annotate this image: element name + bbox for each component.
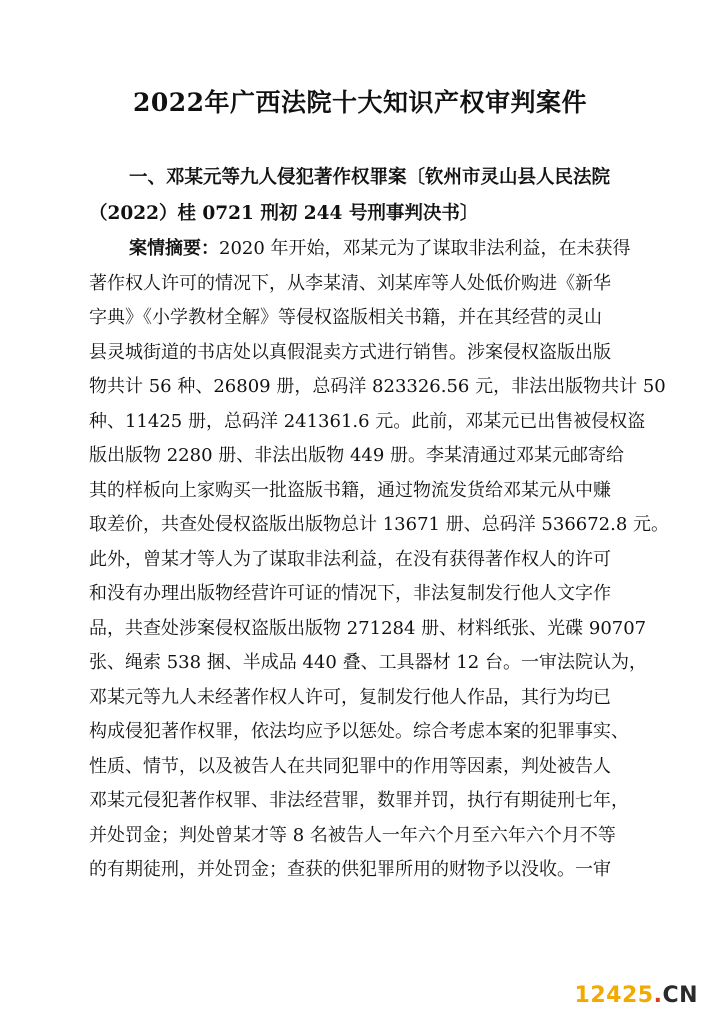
body-line: 种、11425 册，总码洋 241361.6 元。此前，邓某元已出售被侵权盗 bbox=[89, 410, 646, 432]
body-line: 邓某元侵犯著作权罪、非法经营罪，数罪并罚，执行有期徒刑七年， bbox=[89, 790, 629, 811]
body-line: 品，共查处涉案侵权盗版出版物 271284 册、材料纸张、光碟 90707 bbox=[89, 617, 647, 639]
body-line: 其的样板向上家购买一批盗版书籍，通过物流发货给邓某元从中赚 bbox=[89, 479, 611, 501]
body-line: 物共计 56 种、26809 册，总码洋 823326.56 元，非法出版物共计 50 bbox=[89, 376, 666, 397]
body-line: 并处罚金；判处曾某才等 8 名被告人一年六个月至六年六个月不等 bbox=[89, 824, 616, 846]
body-line: 构成侵犯著作权罪，依法均应予以惩处。综合考虑本案的犯罪事实、 bbox=[89, 721, 629, 742]
body-line: 著作权人许可的情况下，从李某清、刘某库等人处低价购进《新华 bbox=[89, 272, 611, 294]
case-summary bbox=[89, 232, 670, 888]
body-line: 版出版物 2280 册、非法出版物 449 册。李某清通过邓某元邮寄给 bbox=[89, 445, 625, 466]
watermark-dot: . bbox=[653, 983, 663, 1008]
document-title: 2022年广西法院十大知识产权审判案件 bbox=[132, 88, 588, 117]
body-line: 取差价，共查处侵权盗版出版物总计 13671 册、总码洋 536672.8 元。 bbox=[89, 514, 670, 535]
body-line: 和没有办理出版物经营许可证的情况下，非法复制发行他人文字作 bbox=[89, 583, 611, 604]
site-watermark bbox=[575, 983, 698, 1008]
body-line: 案情摘要：2020 年开始，邓某元为了谋取非法利益，在未获得 bbox=[129, 238, 631, 259]
body-line: 此外，曾某才等人为了谋取非法利益，在没有获得著作权人的许可 bbox=[89, 548, 611, 570]
section-heading bbox=[89, 160, 649, 232]
section-heading-line-2: （2022）桂 0721 刑初 244 号刑事判决书〕 bbox=[89, 203, 479, 224]
body-line: 县灵城街道的书店处以真假混卖方式进行销售。涉案侵权盗版出版 bbox=[89, 341, 611, 363]
body-line: 张、绳索 538 捆、半成品 440 叠、工具器材 12 台。一审法院认为， bbox=[89, 652, 647, 673]
watermark-suffix: CN bbox=[662, 983, 698, 1008]
section-heading-line-1: 一、邓某元等九人侵犯著作权罪案〔钦州市灵山县人民法院 bbox=[129, 167, 611, 188]
watermark-number: 12425 bbox=[574, 983, 654, 1008]
body-line: 的有期徒刑，并处罚金；查获的供犯罪所用的财物予以没收。一审 bbox=[89, 859, 611, 880]
body-line: 邓某元等九人未经著作权人许可，复制发行他人作品，其行为均已 bbox=[89, 686, 611, 708]
body-line: 字典》《小学教材全解》等侵权盗版相关书籍，并在其经营的灵山 bbox=[89, 307, 602, 328]
summary-label: 案情摘要： bbox=[129, 238, 219, 259]
body-line: 性质、情节，以及被告人在共同犯罪中的作用等因素，判处被告人 bbox=[89, 755, 611, 777]
